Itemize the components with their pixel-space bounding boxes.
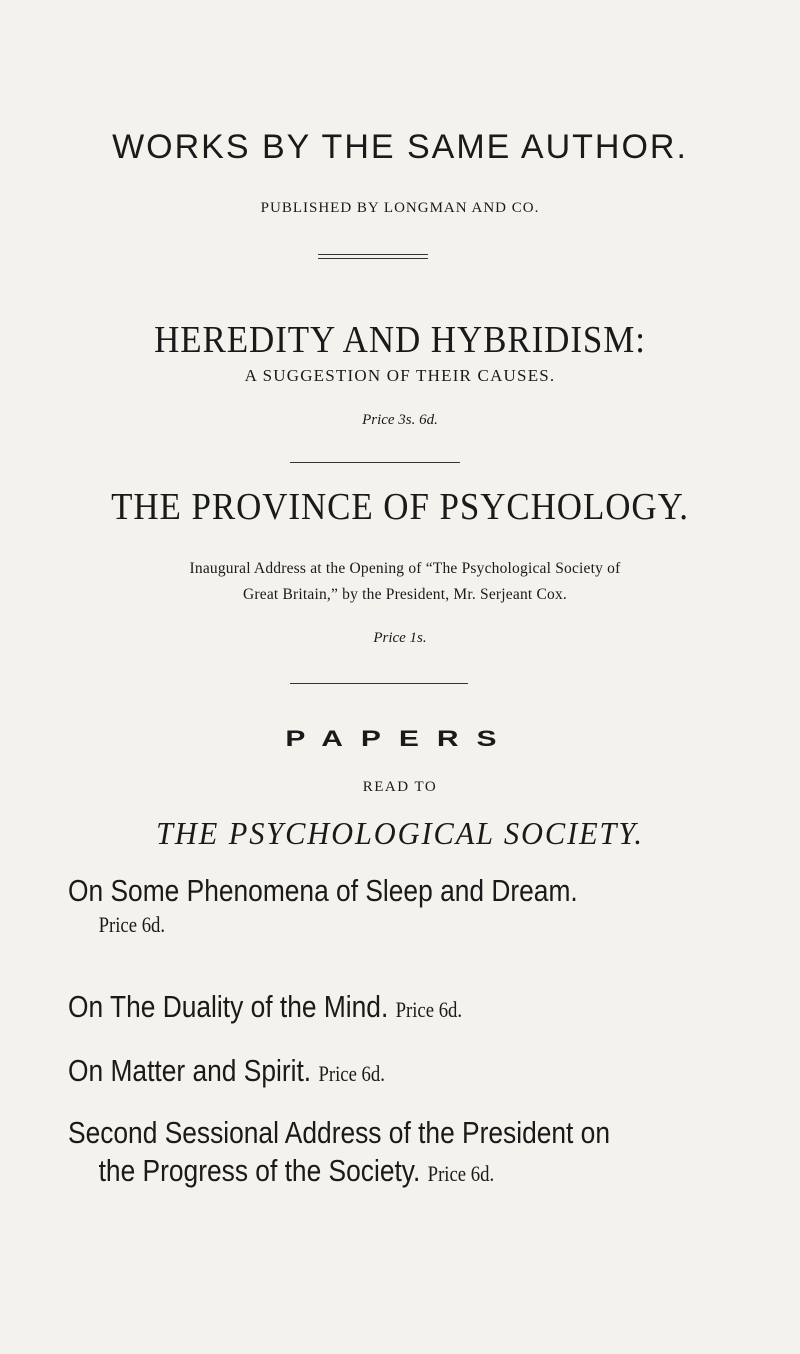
book-title-heredity: HEREDITY AND HYBRIDISM: [154, 319, 646, 361]
paper-title: On Matter and Spirit. [68, 1053, 312, 1088]
description-line: Great Britain,” by the President, Mr. Serjeant Cox. [242, 586, 567, 603]
rule-divider [290, 683, 468, 684]
book-price-heredity: Price 3s. 6d. [362, 412, 438, 428]
paper-price: Price 6d. [318, 1061, 385, 1086]
paper-title: On The Duality of the Mind. [68, 989, 389, 1024]
paper-title: Second Sessional Address of the President on [68, 1115, 610, 1150]
book-subtitle-heredity: A SUGGESTION OF THEIR CAUSES. [244, 366, 556, 385]
paper-title-continued [68, 1152, 748, 1193]
papers-heading: PAPERS [285, 726, 515, 751]
book-description [40, 556, 770, 608]
read-to-line: READ TO [362, 779, 438, 795]
paper-entry [68, 988, 748, 1029]
book-price-psychology: Price 1s. [373, 630, 427, 646]
double-rule-divider [318, 254, 428, 259]
publisher-line: PUBLISHED BY LONGMAN AND CO. [260, 200, 540, 216]
paper-price: Price 6d. [98, 912, 166, 937]
page-heading: WORKS BY THE SAME AUTHOR. [112, 128, 688, 166]
paper-entry [68, 872, 748, 940]
paper-entry [68, 1052, 748, 1093]
paper-title: On Some Phenomena of Sleep and Dream. [68, 873, 578, 908]
paper-title: the Progress of the Society. [98, 1153, 421, 1188]
paper-entry [68, 1114, 748, 1193]
description-line: Inaugural Address at the Opening of “The Psychological Society of [189, 560, 621, 577]
society-title: THE PSYCHOLOGICAL SOCIETY. [156, 815, 644, 851]
rule-divider [290, 462, 460, 463]
paper-price: Price 6d. [427, 1161, 495, 1186]
book-title-psychology: THE PROVINCE OF PSYCHOLOGY. [111, 486, 689, 528]
paper-price: Price 6d. [395, 997, 463, 1022]
